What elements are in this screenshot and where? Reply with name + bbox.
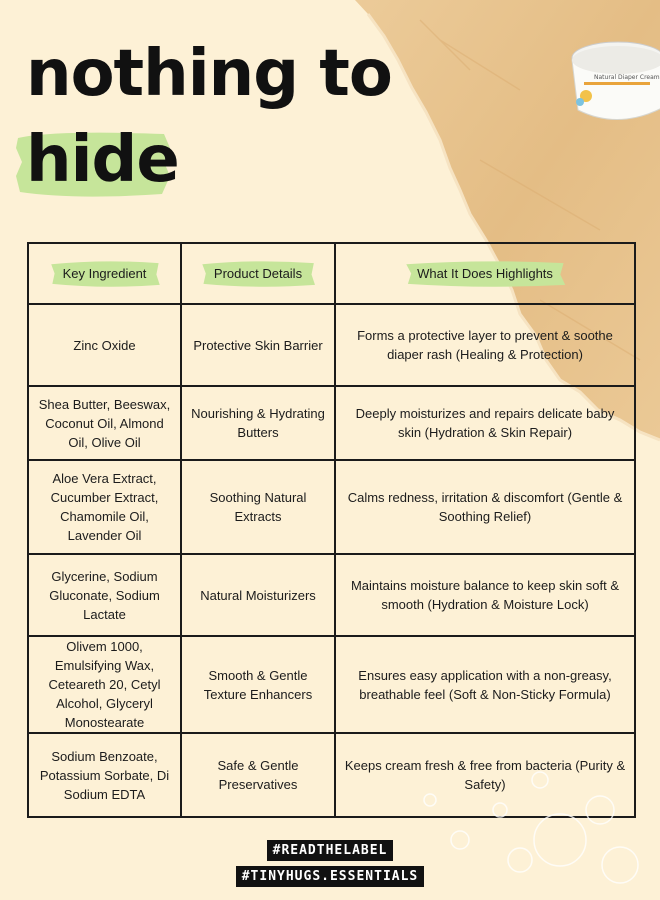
details-cell: Nourishing & Hydrating Butters bbox=[181, 386, 335, 460]
ingredient-cell: Olivem 1000, Emulsifying Wax, Ceteareth 20, Cetyl Alcohol, Glyceryl Monostearate bbox=[28, 636, 181, 733]
ingredient-cell: Sodium Benzoate, Potassium Sorbate, Di Sodium EDTA bbox=[28, 733, 181, 817]
ingredient-cell: Shea Butter, Beeswax, Coconut Oil, Almond Oil, Olive Oil bbox=[28, 386, 181, 460]
ingredient-cell: Aloe Vera Extract, Cucumber Extract, Chamomile Oil, Lavender Oil bbox=[28, 460, 181, 554]
details-cell: Protective Skin Barrier bbox=[181, 304, 335, 386]
table-row bbox=[28, 554, 635, 636]
header-key-ingredient: Key Ingredient bbox=[28, 243, 181, 304]
highlights-cell: Ensures easy application with a non-greasy, breathable feel (Soft & Non-Sticky Formula) bbox=[335, 636, 635, 733]
highlights-cell: Maintains moisture balance to keep skin soft & smooth (Hydration & Moisture Lock) bbox=[335, 554, 635, 636]
highlights-cell: Calms redness, irritation & discomfort (Gentle & Soothing Relief) bbox=[335, 460, 635, 554]
details-cell: Natural Moisturizers bbox=[181, 554, 335, 636]
page-title-line2: hide bbox=[26, 123, 179, 197]
ingredient-cell: Zinc Oxide bbox=[28, 304, 181, 386]
highlights-cell: Deeply moisturizes and repairs delicate baby skin (Hydration & Skin Repair) bbox=[335, 386, 635, 460]
hashtag-tinyhugs: #TINYHUGS.ESSENTIALS bbox=[0, 866, 660, 887]
table-row bbox=[28, 460, 635, 554]
details-cell: Smooth & Gentle Texture Enhancers bbox=[181, 636, 335, 733]
product-jar-image bbox=[566, 26, 660, 130]
table-header-row bbox=[28, 243, 635, 304]
header-product-details: Product Details bbox=[181, 243, 335, 304]
ingredient-cell: Glycerine, Sodium Gluconate, Sodium Lactate bbox=[28, 554, 181, 636]
header-highlights: What It Does Highlights bbox=[335, 243, 635, 304]
table-row bbox=[28, 386, 635, 460]
highlights-cell: Forms a protective layer to prevent & soothe diaper rash (Healing & Protection) bbox=[335, 304, 635, 386]
hashtag-readthelabel: #READTHELABEL bbox=[0, 840, 660, 861]
svg-text:Natural Diaper Cream: Natural Diaper Cream bbox=[594, 74, 660, 81]
table-row bbox=[28, 304, 635, 386]
details-cell: Safe & Gentle Preservatives bbox=[181, 733, 335, 817]
page-title-line1: nothing to bbox=[26, 37, 392, 111]
details-cell: Soothing Natural Extracts bbox=[181, 460, 335, 554]
highlights-cell: Keeps cream fresh & free from bacteria (Purity & Safety) bbox=[335, 733, 635, 817]
